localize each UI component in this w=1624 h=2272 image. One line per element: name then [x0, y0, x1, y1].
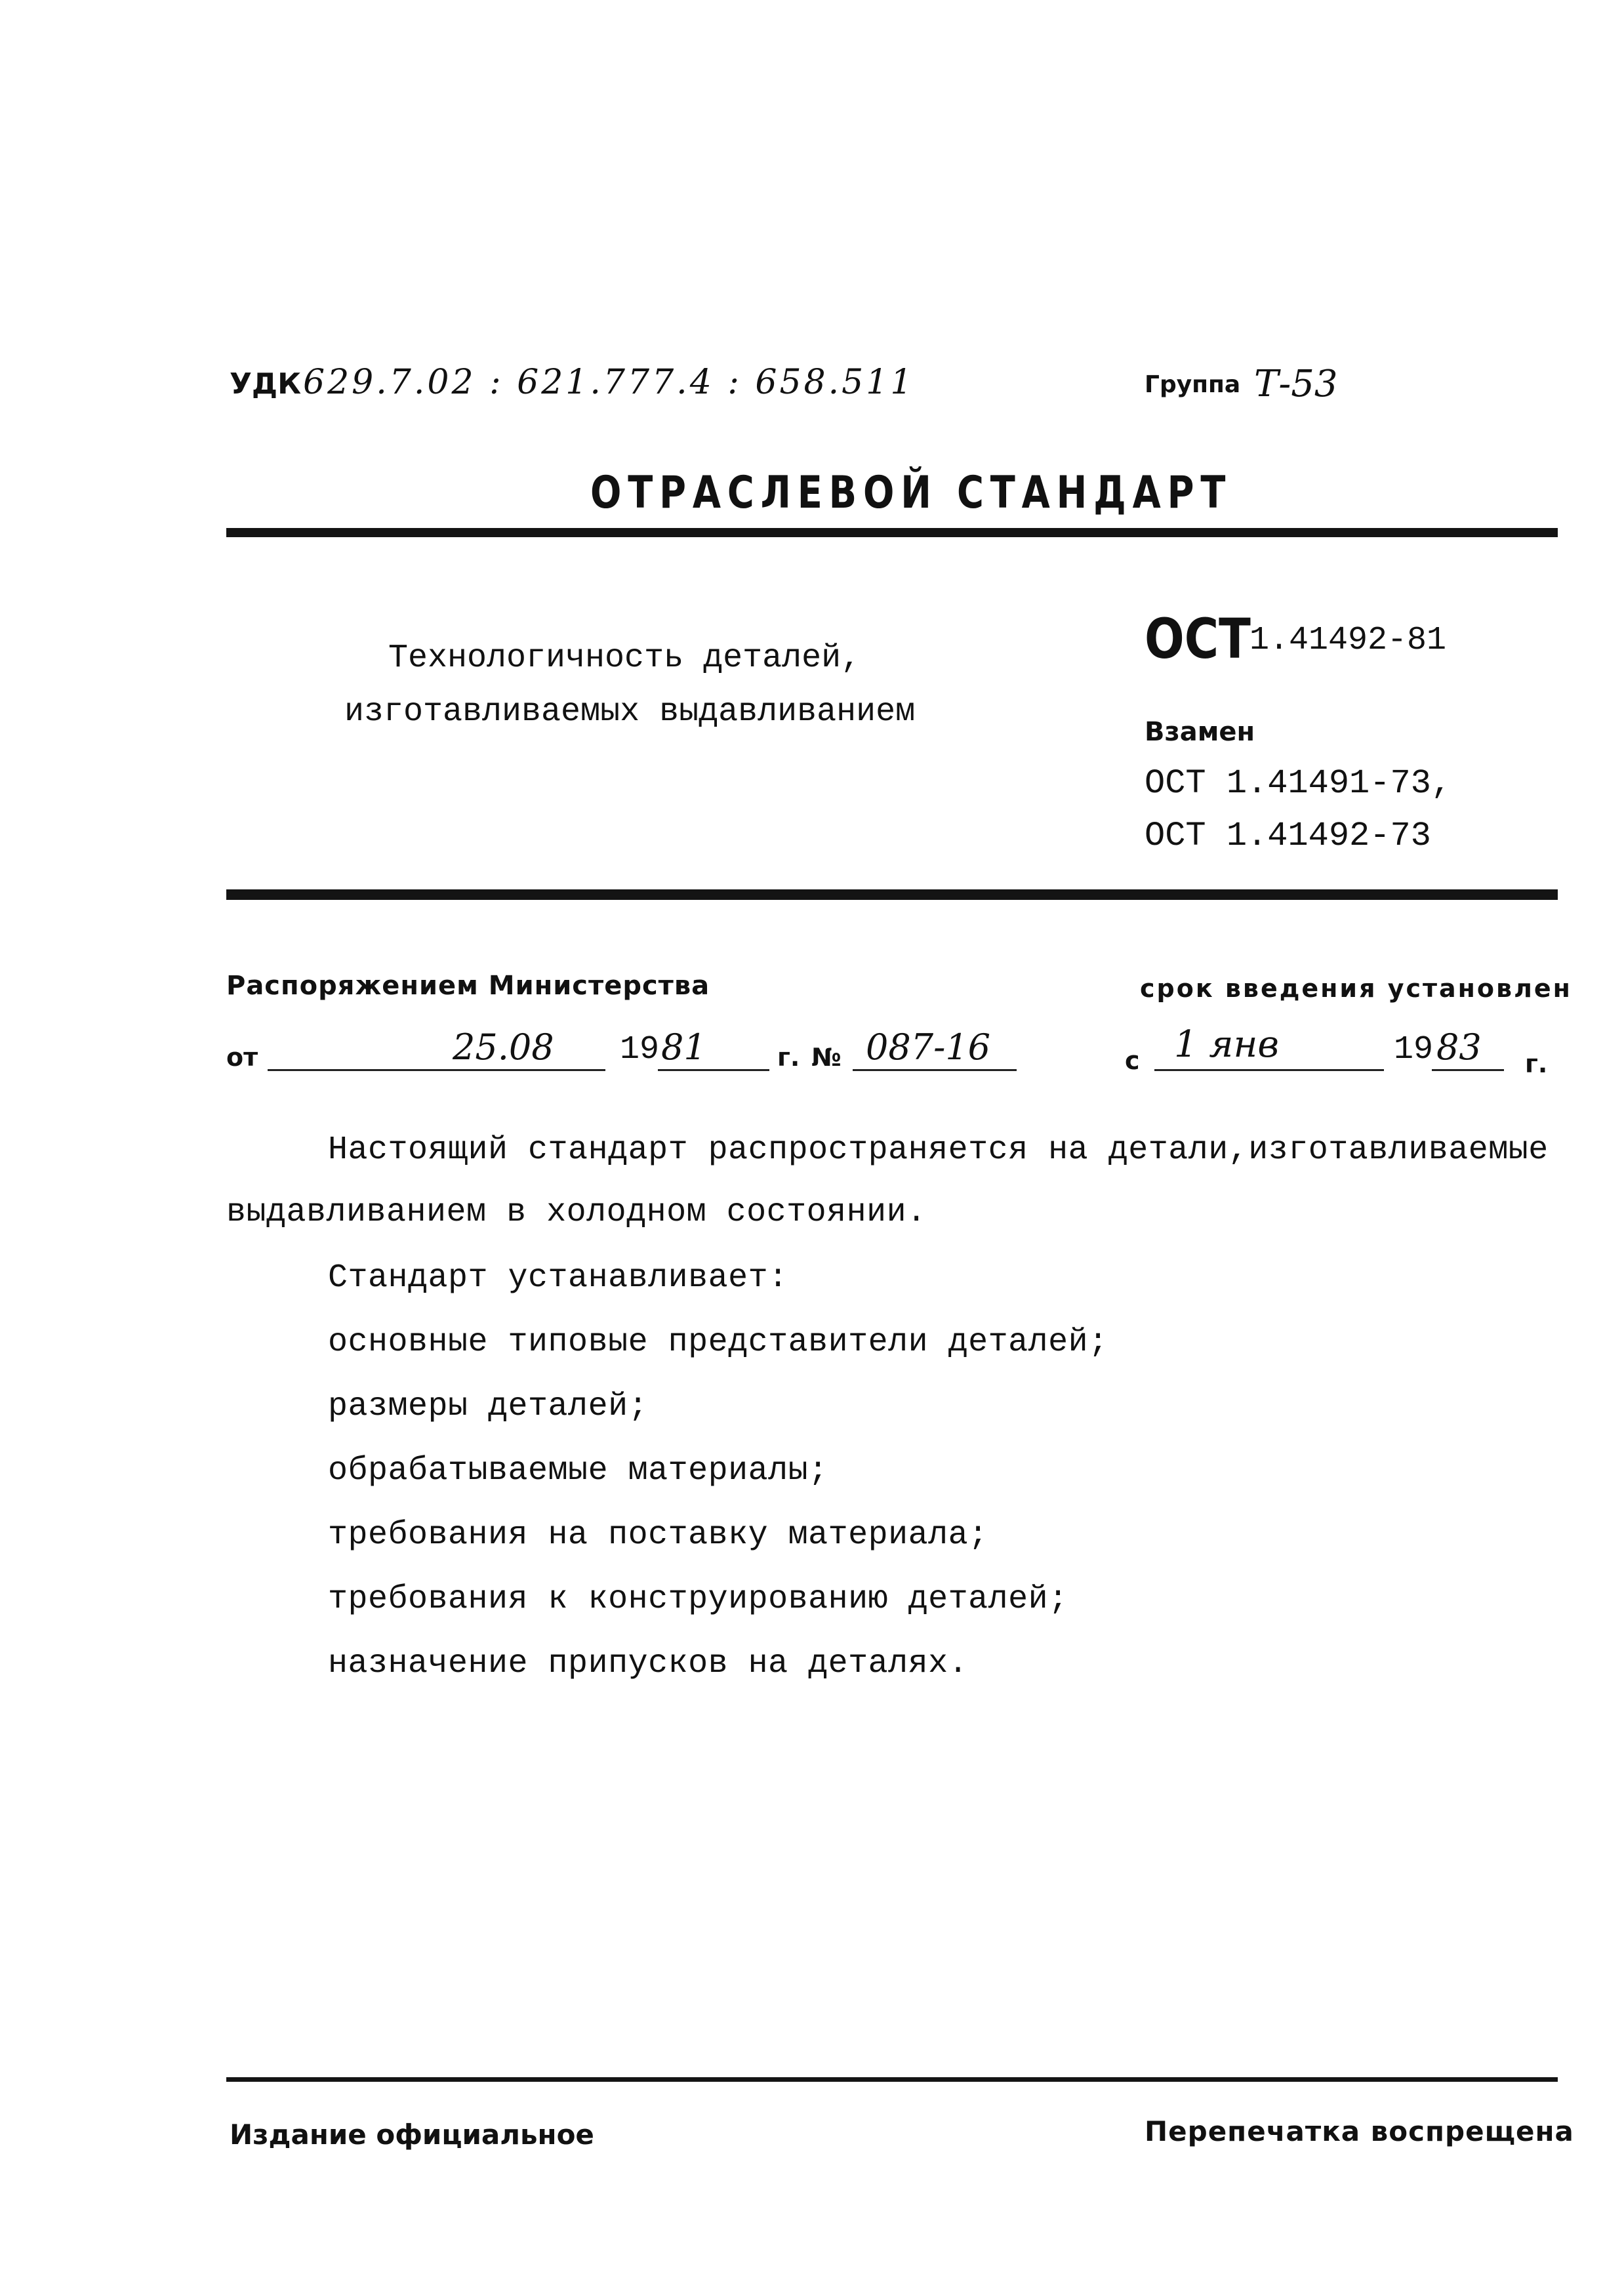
udk-label: УДК	[230, 367, 302, 401]
title-block-divider	[226, 889, 1558, 900]
group-label: Группа	[1145, 371, 1241, 398]
scope-paragraph-line-1: Настоящий стандарт распространяется на детали,изготавливаемые	[328, 1131, 1549, 1169]
introduction-year-prefix: 19	[1394, 1031, 1434, 1068]
edition-note: Издание официальное	[230, 2119, 594, 2151]
order-date-underline	[268, 1069, 605, 1071]
replaced-standard: ОСТ 1.41492-73	[1145, 817, 1431, 855]
list-item: требования на поставку материала;	[328, 1516, 988, 1554]
introduction-year-unit: г.	[1525, 1049, 1548, 1078]
footer-divider	[226, 2077, 1558, 2082]
order-number-underline	[853, 1069, 1017, 1071]
introduction-from-label: с	[1125, 1046, 1140, 1075]
order-label: Распоряжением Министерства	[226, 971, 710, 1001]
standard-number: 1.41492-81	[1249, 622, 1447, 659]
replaced-standard: ОСТ 1.41491-73,	[1145, 764, 1452, 803]
order-number-label: №	[811, 1043, 842, 1072]
reprint-note: Перепечатка воспрещена	[1145, 2115, 1574, 2147]
scope-paragraph-line-2: выдавливанием в холодном состоянии.	[226, 1194, 927, 1231]
udk-code: 629.7.02 : 621.777.4 : 658.511	[303, 363, 915, 402]
introduction-label: срок введения установлен	[1140, 974, 1572, 1003]
list-item: требования к конструированию деталей;	[328, 1581, 1068, 1618]
list-item: размеры деталей;	[328, 1388, 649, 1425]
replaces-label: Взамен	[1145, 717, 1255, 747]
order-year-unit: г.	[777, 1043, 800, 1072]
list-item: назначение припусков на деталях.	[328, 1645, 969, 1682]
order-from-label: от	[226, 1043, 258, 1072]
group-code: Т-53	[1254, 363, 1338, 405]
standard-label: ОСТ	[1145, 607, 1251, 671]
subject-line-1: Технологичность деталей,	[388, 639, 861, 677]
header-divider	[226, 528, 1558, 537]
list-intro: Стандарт устанавливает:	[328, 1259, 788, 1297]
introduction-year: 83	[1436, 1026, 1482, 1068]
introduction-date: 1 янв	[1174, 1023, 1279, 1066]
document-title: ОТРАСЛЕВОЙ СТАНДАРТ	[590, 467, 1232, 519]
introduction-year-underline	[1432, 1069, 1504, 1071]
list-item: основные типовые представители деталей;	[328, 1324, 1108, 1361]
order-number: 087-16	[866, 1026, 991, 1068]
order-year-underline	[658, 1069, 769, 1071]
list-item: обрабатываемые материалы;	[328, 1452, 828, 1490]
order-year: 81	[661, 1026, 706, 1068]
introduction-date-underline	[1154, 1069, 1384, 1071]
order-date: 25.08	[453, 1026, 554, 1068]
order-year-prefix: 19	[620, 1031, 660, 1068]
subject-line-2: изготавливаемых выдавливанием	[344, 693, 916, 731]
